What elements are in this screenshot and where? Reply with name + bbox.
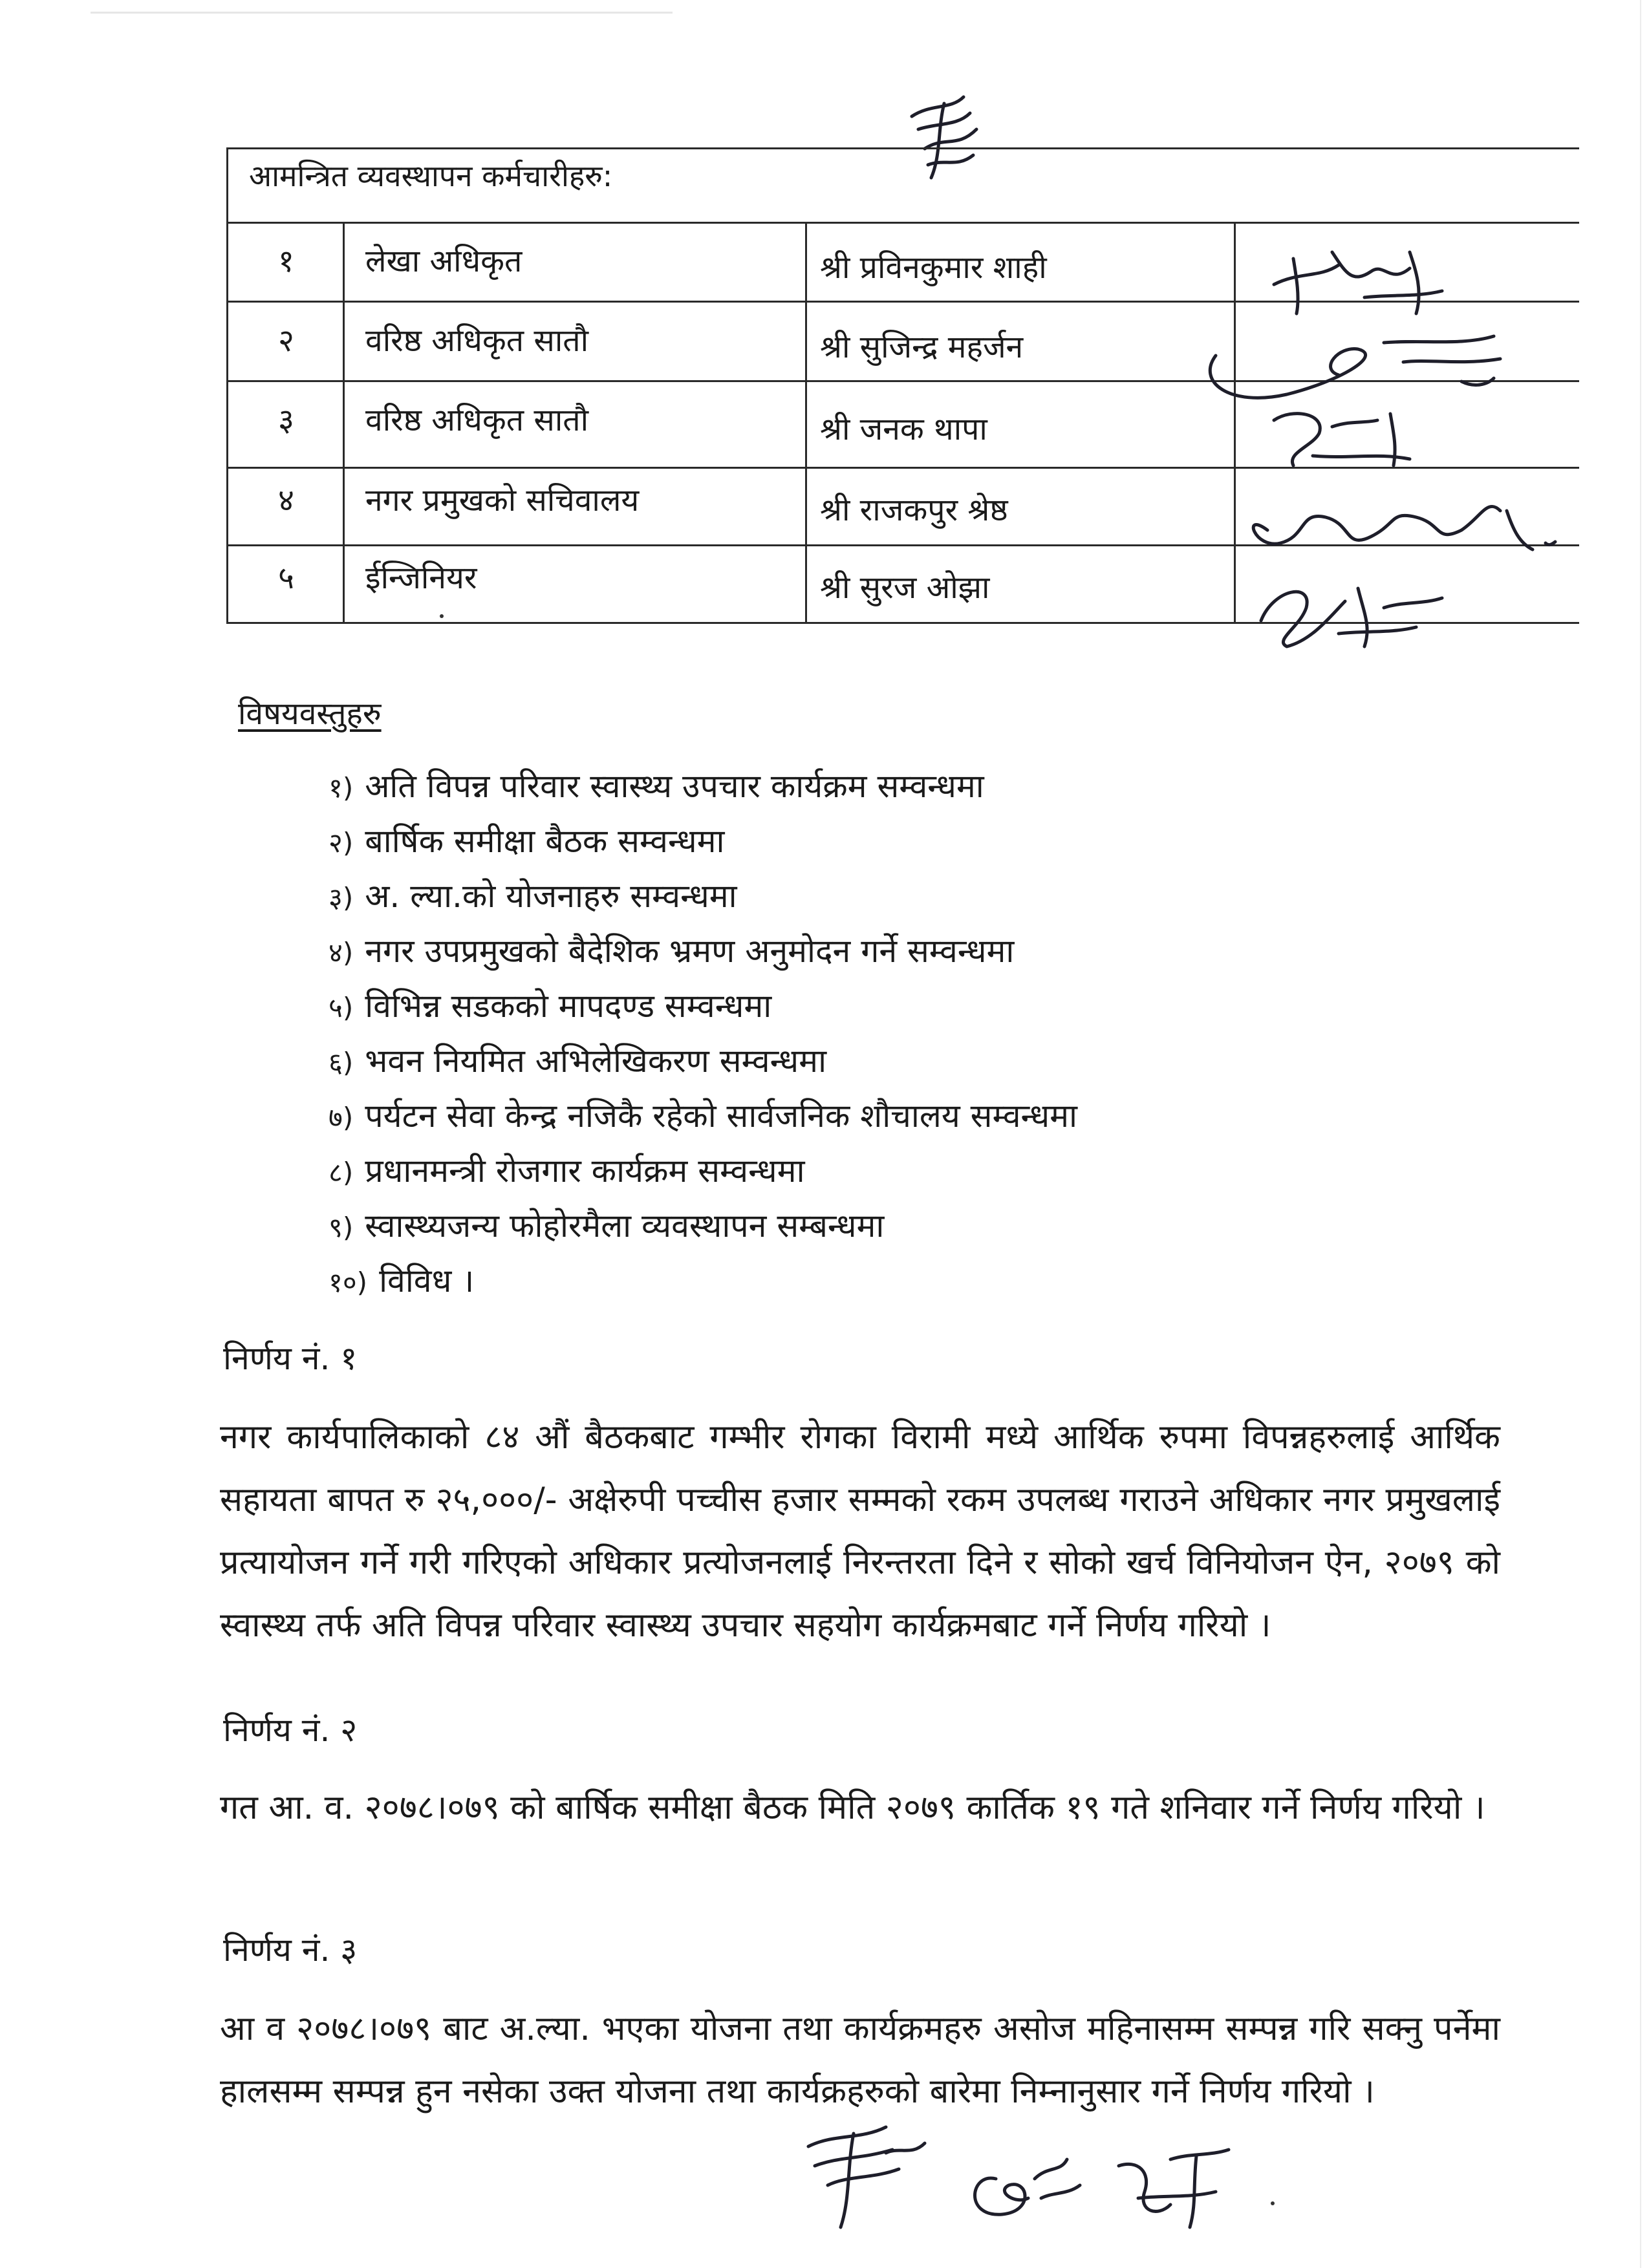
table-cell-name: श्री राजकपुर श्रेष्ठ: [820, 492, 1008, 528]
topics-heading: विषयवस्तुहरु: [238, 696, 382, 732]
scan-speck: [1271, 2201, 1275, 2205]
table-cell-post: नगर प्रमुखको सचिवालय: [365, 482, 640, 519]
topic-text: नगर उपप्रमुखको बैदेशिक भ्रमण अनुमोदन गर्ने सम्वन्धमा: [365, 932, 1015, 970]
signature-row-3: [1255, 394, 1436, 485]
scan-edge-mark: [91, 12, 673, 14]
table-cell-name: श्री सुरज ओझा: [820, 570, 990, 606]
table-cell-no: ३: [278, 402, 294, 438]
topic-number: १०): [329, 1267, 368, 1298]
table-cell-no: १: [278, 243, 294, 279]
signature-bottom-3: [1099, 2134, 1242, 2237]
table-cell-post: ईन्जिनियर: [365, 560, 477, 596]
topic-number: ४): [329, 937, 354, 968]
table-cell-no: २: [278, 323, 294, 359]
table-col-border: [226, 147, 228, 624]
topic-item: [329, 1257, 474, 1301]
signature-row-5: [1235, 562, 1468, 659]
signature-row-4: [1229, 472, 1565, 575]
topic-number: ८): [329, 1157, 354, 1188]
topic-item: [329, 928, 1014, 972]
scan-speck: [440, 614, 444, 618]
signature-bottom-2: [957, 2140, 1086, 2237]
topic-number: ३): [329, 882, 354, 914]
table-col-border: [805, 222, 807, 624]
topic-item: [329, 818, 724, 862]
topic-item: [329, 983, 771, 1027]
topic-text: स्वास्थ्यजन्य फोहोरमैला व्यवस्थापन सम्बन्धमा: [365, 1207, 885, 1245]
topic-item: [329, 873, 737, 917]
decision-2-text: गत आ. व. २०७८।०७९ को बार्षिक समीक्षा बैठक मिति २०७९ कार्तिक १९ गते शनिवार गर्ने निर्णय गरियो ।: [220, 1788, 1485, 1827]
table-col-border: [343, 222, 345, 624]
table-cell-no: ५: [278, 560, 294, 596]
signature-top: [892, 91, 996, 187]
signature-bottom-1: [789, 2114, 938, 2237]
scan-right-edge: [1640, 0, 1641, 2268]
topic-item: [329, 1093, 1077, 1137]
topic-text: प्रधानमन्त्री रोजगार कार्यक्रम सम्वन्धमा: [365, 1152, 805, 1190]
table-header-border: [226, 222, 1579, 224]
topic-number: २): [329, 827, 354, 859]
topic-text: भवन नियमित अभिलेखिकरण सम्वन्धमा: [365, 1042, 827, 1080]
topic-text: बार्षिक समीक्षा बैठक सम्वन्धमा: [365, 822, 725, 860]
table-cell-post: वरिष्ठ अधिकृत सातौ: [365, 323, 589, 359]
topic-number: ६): [329, 1047, 354, 1078]
table-cell-name: श्री सुजिन्द्र महर्जन: [820, 329, 1024, 365]
signature-row-1: [1261, 233, 1468, 323]
topic-number: १): [329, 772, 354, 804]
topic-number: ७): [329, 1102, 354, 1133]
decision-1-title: निर्णय नं. १: [223, 1340, 358, 1377]
topic-text: पर्यटन सेवा केन्द्र नजिकै रहेको सार्वजनिक शौचालय सम्वन्धमा: [365, 1097, 1077, 1135]
table-cell-post: लेखा अधिकृत: [365, 243, 523, 279]
topic-text: विविध ।: [379, 1262, 475, 1300]
topic-text: विभिन्न सडकको मापदण्ड सम्वन्धमा: [365, 987, 772, 1025]
topic-item: [329, 763, 984, 807]
decision-3-title: निर्णय नं. ३: [223, 1931, 358, 1969]
table-cell-no: ४: [278, 482, 294, 519]
topic-item: [329, 1148, 805, 1192]
table-cell-name: श्री प्रविनकुमार शाही: [820, 250, 1047, 286]
staff-header: आमन्त्रित व्यवस्थापन कर्मचारीहरु:: [249, 158, 613, 193]
topic-item: [329, 1203, 884, 1246]
topic-text: अति विपन्न परिवार स्वास्थ्य उपचार कार्यक्रम सम्वन्धमा: [365, 767, 984, 805]
decision-1-text: नगर कार्यपालिकाको ८४ औं बैठकबाट गम्भीर रोगका विरामी मध्ये आर्थिक रुपमा विपन्नहरुलाई आर्थिक सहायता बापत रु २५,०००/- अक्षेरुपी पच्चीस हजार सम्मको रकम उपलब्ध गराउने अधिकार नगर प्रमुखलाई प्रत्यायोजन गर्ने गरी गरिएको अधिकार प्रत्योजनलाई निरन्तरता दिने र सोको खर्च विनियोजन ऐन, २०७९ को स्वास्थ्य तर्फ अति विपन्न परिवार स्वास्थ्य उपचार सहयोग कार्यक्रमबाट गर्ने निर्णय गरियो ।: [220, 1418, 1500, 1645]
decision-3-text: आ व २०७८।०७९ बाट अ.ल्या. भएका योजना तथा कार्यक्रमहरु असोज महिनासम्म सम्पन्न गरि सक्नु पर्नेमा हालसम्म सम्पन्न हुन नसेका उक्त योजना तथा कार्यक्रहरुको बारेमा निम्नानुसार गर्ने निर्णय गरियो ।: [220, 2009, 1500, 2111]
topic-number: ९): [329, 1212, 354, 1243]
table-top-border: [226, 147, 1579, 149]
decision-2-title: निर्णय नं. २: [223, 1711, 358, 1749]
topic-number: ५): [329, 992, 354, 1023]
table-cell-name: श्री जनक थापा: [820, 411, 987, 447]
topic-text: अ. ल्या.को योजनाहरु सम्वन्धमा: [365, 877, 737, 915]
table-cell-post: वरिष्ठ अधिकृत सातौ: [365, 402, 589, 438]
topic-item: [329, 1038, 826, 1082]
